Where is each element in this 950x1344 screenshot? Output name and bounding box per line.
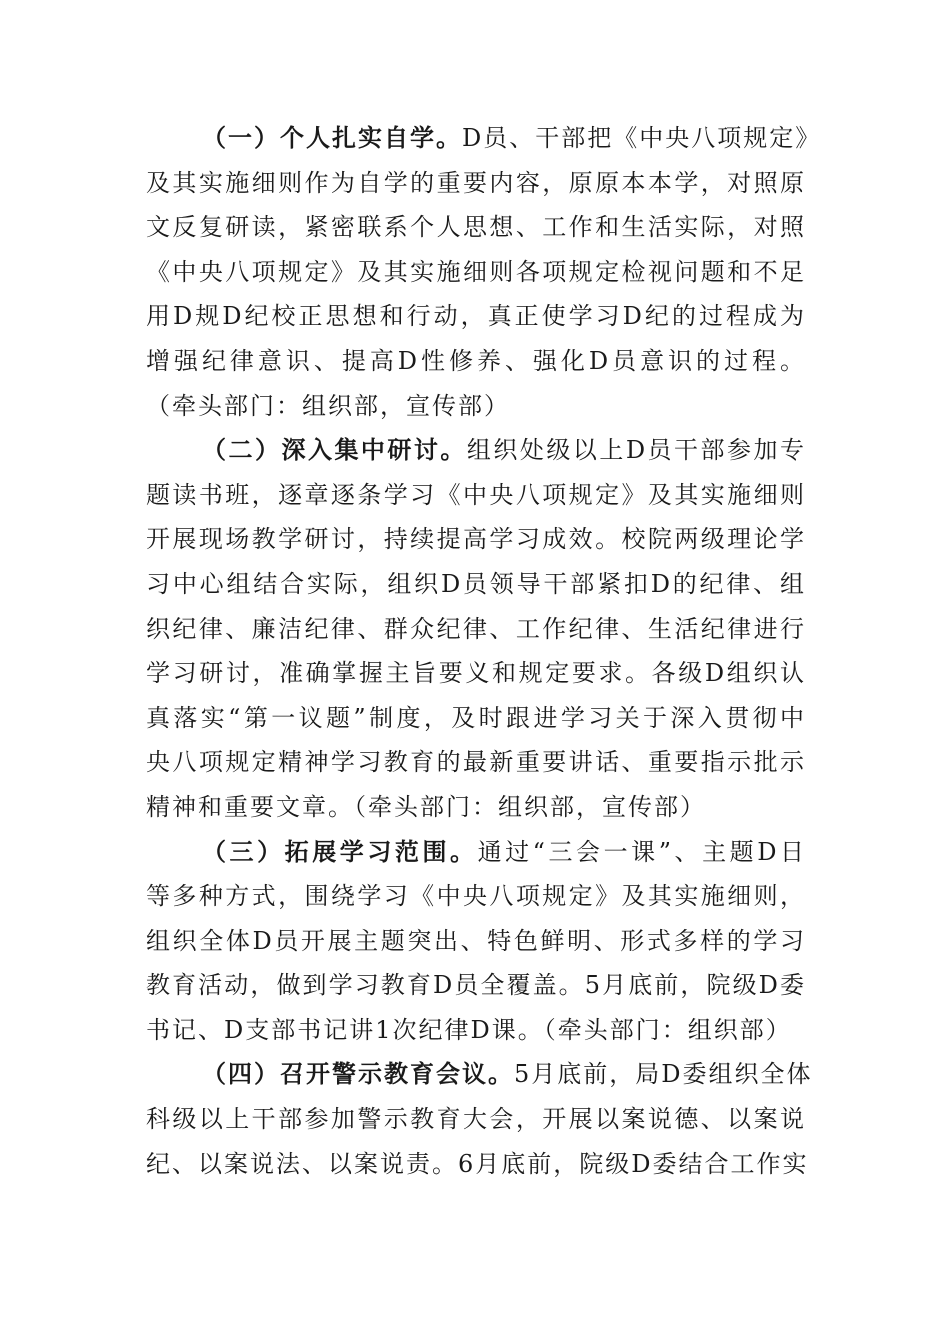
text-line: 文反复研读，紧密联系个人思想、工作和生活实际，对照 [146, 213, 806, 242]
section-heading: （二）深入集中研讨。 [202, 436, 467, 465]
text-line: 科级以上干部参加警示教育大会，开展以案说德、以案说 [146, 1105, 806, 1134]
text-line: 5月底前，局D委组织全体 [514, 1060, 813, 1089]
paragraph-3 [146, 830, 806, 1053]
text-line: 用D规D纪校正思想和行动，真正使学习D纪的过程成为 [146, 302, 806, 331]
text-line: 学习研讨，准确掌握主旨要义和规定要求。各级D组织认 [146, 659, 806, 688]
paragraph-first-line [146, 116, 822, 161]
text-line: 纪、以案说法、以案说责。6月底前，院级D委结合工作实 [146, 1149, 809, 1178]
paragraph-2 [146, 428, 806, 829]
paragraph-4 [146, 1052, 813, 1186]
text-line: 题读书班，逐章逐条学习《中央八项规定》及其实施细则 [146, 480, 806, 509]
text-line: 习中心组结合实际，组织D员领导干部紧扣D的纪律、组 [146, 569, 806, 598]
paragraph-first-line [146, 428, 806, 473]
document-page [146, 116, 822, 1186]
text-line: 央八项规定精神学习教育的最新重要讲话、重要指示批示 [146, 748, 806, 777]
text-line: 增强纪律意识、提高D性修养、强化D员意识的过程。 [146, 346, 806, 375]
paragraph-first-line [146, 1052, 813, 1097]
text-line: 织纪律、廉洁纪律、群众纪律、工作纪律、生活纪律进行 [146, 614, 806, 643]
text-line: 真落实“第一议题”制度，及时跟进学习关于深入贯彻中 [146, 703, 806, 732]
paragraph-1 [146, 116, 822, 428]
paragraph-first-line [146, 830, 806, 875]
text-line: 精神和重要文章。（牵头部门：组织部，宣传部） [146, 792, 706, 821]
text-line: 开展现场教学研讨，持续提高学习成效。校院两级理论学 [146, 525, 806, 554]
text-line: 组织全体D员开展主题突出、特色鲜明、形式多样的学习 [146, 926, 806, 955]
text-line: 书记、D支部书记讲1次纪律D课。（牵头部门：组织部） [146, 1015, 792, 1044]
text-line: 教育活动，做到学习教育D员全覆盖。5月底前，院级D委 [146, 971, 806, 1000]
text-line: 通过“三会一课”、主题D日 [477, 837, 807, 866]
text-line: D员、干部把《中央八项规定》 [462, 124, 822, 152]
text-line: 等多种方式，围绕学习《中央八项规定》及其实施细则， [146, 882, 806, 911]
text-line: （牵头部门：组织部，宣传部） [146, 391, 510, 420]
text-line: 组织处级以上D员干部参加专 [466, 436, 806, 465]
text-line: 及其实施细则作为自学的重要内容，原原本本学，对照原 [146, 168, 806, 197]
text-line: 《中央八项规定》及其实施细则各项规定检视问题和不足 [146, 257, 806, 286]
section-heading: （三）拓展学习范围。 [202, 837, 478, 866]
section-heading: （一）个人扎实自学。 [202, 124, 462, 152]
section-heading: （四）召开警示教育会议。 [202, 1060, 514, 1089]
